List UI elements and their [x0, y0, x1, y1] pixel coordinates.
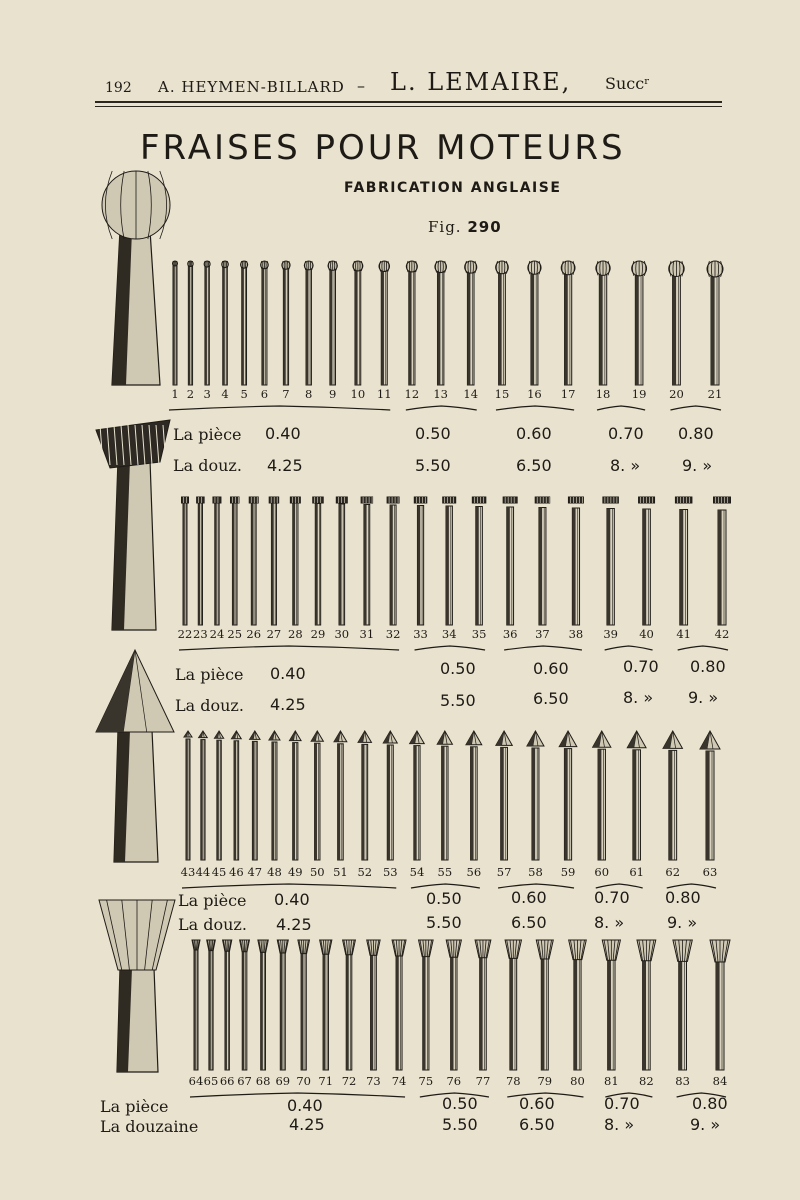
successor-abbrev: Succʳ: [605, 74, 650, 93]
piece-price: 0.50: [440, 659, 476, 678]
piece-price: 0.80: [665, 888, 701, 907]
bur-71: [318, 940, 333, 1088]
piece-price: 0.80: [678, 424, 714, 443]
piece-price: 0.60: [533, 659, 569, 678]
dozen-price: 4.25: [267, 456, 303, 475]
bur-78: [505, 940, 521, 1088]
bur-15: [495, 261, 510, 401]
bur-number-label: 42: [714, 627, 730, 641]
bur-39: [603, 497, 619, 641]
bur-19: [632, 261, 647, 401]
bur-number-label: 51: [333, 865, 348, 879]
bur-number-label: 5: [240, 387, 248, 401]
bur-57: [496, 731, 512, 879]
bur-42: [714, 497, 731, 641]
bur-5: [240, 261, 247, 401]
bur-70: [296, 940, 311, 1088]
bur-80: [569, 940, 587, 1088]
bur-number-label: 84: [712, 1074, 728, 1088]
label-dozen: La douz.: [178, 915, 247, 934]
bur-11: [377, 261, 392, 401]
dozen-price: 6.50: [516, 456, 552, 475]
label-dozen: La douz.: [175, 696, 244, 715]
dozen-price: 8. »: [610, 456, 641, 475]
label-piece: La pièce: [173, 425, 242, 444]
bur-84: [710, 940, 730, 1088]
figure-number: 290: [467, 218, 502, 236]
bur-1: [171, 261, 178, 401]
dozen-price: 5.50: [426, 913, 462, 932]
label-dozen: La douz.: [173, 456, 242, 475]
bur-number-label: 49: [287, 865, 303, 879]
bur-number-label: 64: [188, 1074, 204, 1088]
price-group-brace: [169, 406, 390, 410]
piece-price: 0.70: [623, 657, 659, 676]
bur-number-label: 47: [247, 865, 263, 879]
bur-number-label: 23: [193, 627, 208, 641]
bur-number-label: 31: [359, 627, 375, 641]
figure-prefix: Fig.: [428, 218, 462, 236]
bur-81: [602, 940, 620, 1088]
bur-61: [627, 731, 646, 879]
bur-35: [472, 497, 487, 641]
bur-number-label: 59: [560, 865, 576, 879]
bur-number-label: 27: [266, 627, 282, 641]
piece-price: 0.40: [287, 1096, 323, 1115]
page-subtitle: FABRICATION ANGLAISE: [344, 180, 562, 196]
dozen-price: 6.50: [511, 913, 547, 932]
bur-number-label: 14: [463, 387, 479, 401]
bur-number-label: 20: [669, 387, 684, 401]
bur-26: [246, 497, 261, 641]
bur-67: [237, 940, 252, 1088]
bur-38: [568, 497, 583, 641]
bur-number-label: 33: [413, 627, 428, 641]
bur-number-label: 60: [594, 865, 610, 879]
bur-number-label: 57: [496, 865, 512, 879]
bur-60: [593, 731, 611, 879]
label-piece: La pièce: [178, 891, 247, 910]
bur-number-label: 15: [494, 387, 510, 401]
bur-number-label: 36: [502, 627, 518, 641]
large-inverted-cone-bur: [99, 900, 175, 1072]
bur-63: [700, 731, 720, 879]
bur-number-label: 63: [702, 865, 718, 879]
dozen-price: 4.25: [289, 1115, 325, 1134]
bur-number-label: 1: [171, 387, 179, 401]
dozen-price: 9. »: [667, 913, 698, 932]
bur-34: [442, 497, 457, 641]
piece-price: 0.60: [516, 424, 552, 443]
bur-7: [282, 261, 290, 401]
bur-number-label: 44: [195, 865, 211, 879]
dozen-price: 5.50: [440, 691, 476, 710]
bur-number-label: 11: [376, 387, 392, 401]
bur-number-label: 50: [309, 865, 325, 879]
bur-number-label: 66: [219, 1074, 235, 1088]
bur-66: [220, 940, 235, 1088]
bur-number-label: 34: [441, 627, 457, 641]
bur-41: [675, 497, 692, 641]
price-group-brace: [504, 646, 582, 650]
bur-8: [304, 261, 313, 401]
bur-12: [405, 261, 420, 401]
piece-price: 0.80: [690, 657, 726, 676]
bur-number-label: 55: [437, 865, 453, 879]
bur-number-label: 43: [180, 865, 196, 879]
bur-37: [535, 497, 550, 641]
bur-18: [596, 261, 611, 401]
price-group-brace: [406, 406, 477, 410]
bur-number-label: 28: [288, 627, 303, 641]
bur-58: [527, 731, 544, 879]
bur-number-label: 61: [629, 865, 644, 879]
piece-price: 0.40: [274, 890, 310, 909]
piece-price: 0.60: [511, 888, 547, 907]
bur-number-label: 75: [418, 1074, 434, 1088]
price-group-brace: [507, 1093, 583, 1097]
bur-number-label: 77: [475, 1074, 491, 1088]
price-group-brace: [597, 406, 645, 410]
bur-number-label: 70: [296, 1074, 312, 1088]
bur-number-label: 83: [675, 1074, 690, 1088]
page-number: 192: [105, 80, 132, 96]
dozen-price: 8. »: [594, 913, 625, 932]
bur-number-label: 71: [318, 1074, 334, 1088]
bur-number-label: 54: [409, 865, 425, 879]
bur-79: [536, 940, 553, 1088]
bur-69: [275, 940, 290, 1088]
bur-24: [210, 497, 225, 641]
dozen-price: 8. »: [604, 1115, 635, 1134]
dozen-price: 6.50: [533, 689, 569, 708]
bur-number-label: 69: [275, 1074, 291, 1088]
bur-number-label: 17: [560, 387, 576, 401]
bur-number-label: 16: [527, 387, 542, 401]
dozen-price: 6.50: [519, 1115, 555, 1134]
bur-number-label: 7: [282, 387, 290, 401]
bur-55: [437, 731, 452, 879]
price-group-brace: [415, 646, 486, 650]
bur-number-label: 13: [433, 387, 449, 401]
bur-52: [357, 731, 372, 879]
bur-number-label: 76: [446, 1074, 462, 1088]
bur-number-label: 3: [203, 387, 211, 401]
bur-77: [475, 940, 491, 1088]
bur-number-label: 58: [528, 865, 543, 879]
bur-2: [187, 261, 194, 401]
label-piece: La pièce: [175, 665, 244, 684]
bur-number-label: 81: [604, 1074, 619, 1088]
bur-25: [227, 497, 242, 641]
bur-number-label: 37: [535, 627, 550, 641]
bur-number-label: 38: [568, 627, 584, 641]
bur-number-label: 40: [639, 627, 654, 641]
bur-64: [189, 940, 204, 1088]
bur-number-label: 18: [595, 387, 611, 401]
dozen-price: 4.25: [276, 915, 312, 934]
dozen-price: 9. »: [682, 456, 713, 475]
dozen-price: 9. »: [690, 1115, 721, 1134]
label-piece: La pièce: [100, 1097, 169, 1116]
bur-29: [311, 497, 326, 641]
piece-price: 0.50: [415, 424, 451, 443]
bur-45: [212, 731, 227, 879]
bur-10: [351, 261, 366, 401]
bur-6: [261, 261, 269, 401]
bur-36: [503, 497, 518, 641]
piece-price: 0.60: [519, 1094, 555, 1113]
price-group-brace: [605, 646, 653, 650]
bur-number-label: 80: [570, 1074, 585, 1088]
bur-number-label: 79: [537, 1074, 553, 1088]
piece-price: 0.70: [604, 1094, 640, 1113]
bur-9: [328, 261, 337, 401]
bur-30: [334, 497, 349, 641]
dozen-price: 5.50: [415, 456, 451, 475]
bur-number-label: 41: [676, 627, 691, 641]
bur-number-label: 68: [255, 1074, 271, 1088]
bur-40: [639, 497, 655, 641]
piece-price: 0.50: [426, 889, 462, 908]
large-wheel-bur: [96, 420, 170, 630]
dozen-price: 9. »: [688, 688, 719, 707]
bur-13: [433, 261, 448, 401]
dozen-price: 4.25: [270, 695, 306, 714]
bur-number-label: 73: [366, 1074, 381, 1088]
bur-59: [559, 731, 577, 879]
bur-14: [463, 261, 478, 401]
bur-16: [527, 261, 542, 401]
large-round-bur: [102, 171, 170, 385]
bur-65: [204, 940, 219, 1088]
bur-74: [392, 940, 407, 1088]
bur-number-label: 32: [385, 627, 401, 641]
bur-46: [229, 731, 244, 879]
price-group-brace: [182, 884, 396, 888]
dozen-price: 8. »: [623, 688, 654, 707]
bur-83: [673, 940, 692, 1088]
bur-23: [193, 497, 208, 641]
bur-number-label: 45: [211, 865, 227, 879]
price-group-brace: [179, 646, 399, 650]
bur-number-label: 25: [227, 627, 243, 641]
bur-number-label: 39: [603, 627, 618, 641]
bur-47: [247, 731, 262, 879]
bur-number-label: 29: [310, 627, 326, 641]
bur-73: [366, 940, 381, 1088]
bur-56: [466, 731, 482, 879]
bur-62: [663, 731, 682, 879]
bur-number-label: 65: [203, 1074, 219, 1088]
bur-72: [342, 940, 357, 1088]
header-dash: –: [357, 76, 365, 95]
price-group-brace: [677, 1093, 726, 1097]
bur-number-label: 52: [357, 865, 373, 879]
bur-number-label: 72: [341, 1074, 357, 1088]
bur-number-label: 24: [209, 627, 225, 641]
bur-number-label: 56: [466, 865, 482, 879]
bur-number-label: 10: [350, 387, 366, 401]
bur-17: [561, 261, 576, 401]
label-dozen: La douzaine: [100, 1117, 199, 1136]
piece-price: 0.70: [608, 424, 644, 443]
large-cone-bur: [96, 650, 174, 862]
bur-number-label: 78: [505, 1074, 521, 1088]
bur-number-label: 62: [665, 865, 681, 879]
author-name: A. HEYMEN-BILLARD: [158, 78, 345, 96]
piece-price: 0.40: [265, 424, 301, 443]
bur-48: [267, 731, 282, 879]
bur-28: [288, 497, 303, 641]
bur-68: [256, 940, 271, 1088]
bur-number-label: 30: [334, 627, 350, 641]
bur-number-label: 9: [329, 387, 337, 401]
publisher-name: L. LEMAIRE,: [390, 68, 572, 96]
bur-22: [178, 497, 193, 641]
bur-32: [386, 497, 401, 641]
bur-51: [333, 731, 348, 879]
bur-number-label: 67: [237, 1074, 252, 1088]
bur-43: [181, 731, 196, 879]
page-title: FRAISES POUR MOTEURS: [140, 128, 626, 168]
bur-number-label: 22: [177, 627, 193, 641]
bur-82: [637, 940, 656, 1088]
bur-54: [410, 731, 425, 879]
bur-53: [383, 731, 398, 879]
bur-number-label: 46: [229, 865, 244, 879]
price-group-brace: [498, 884, 574, 888]
bur-number-label: 21: [707, 387, 723, 401]
price-group-brace: [670, 406, 721, 410]
price-group-brace: [596, 884, 643, 888]
bur-21: [707, 261, 723, 401]
price-group-brace: [496, 406, 574, 410]
bur-number-label: 74: [391, 1074, 407, 1088]
bur-76: [446, 940, 461, 1088]
price-group-brace: [420, 1093, 489, 1097]
price-group-brace: [678, 646, 728, 650]
price-group-brace: [605, 1093, 652, 1097]
bur-number-label: 12: [404, 387, 420, 401]
bur-27: [267, 497, 282, 641]
bur-number-label: 35: [471, 627, 487, 641]
piece-price: 0.40: [270, 664, 306, 683]
piece-price: 0.80: [692, 1094, 728, 1113]
bur-20: [669, 261, 684, 401]
bur-33: [413, 497, 428, 641]
price-group-brace: [411, 884, 480, 888]
bur-number-label: 19: [631, 387, 647, 401]
bur-number-label: 4: [221, 387, 229, 401]
dozen-price: 5.50: [442, 1115, 478, 1134]
bur-44: [196, 731, 211, 879]
bur-3: [203, 261, 210, 401]
bur-number-label: 6: [260, 387, 269, 401]
price-group-brace: [190, 1093, 405, 1097]
bur-number-label: 2: [186, 387, 195, 401]
bur-number-label: 26: [246, 627, 262, 641]
piece-price: 0.50: [442, 1094, 478, 1113]
bur-number-label: 82: [639, 1074, 654, 1088]
bur-4: [221, 261, 228, 401]
bur-31: [360, 497, 375, 641]
bur-number-label: 53: [382, 865, 398, 879]
bur-75: [419, 940, 434, 1088]
bur-number-label: 48: [267, 865, 282, 879]
bur-50: [310, 731, 325, 879]
piece-price: 0.70: [594, 888, 630, 907]
bur-49: [288, 731, 303, 879]
bur-number-label: 8: [305, 387, 313, 401]
price-group-brace: [667, 884, 716, 888]
